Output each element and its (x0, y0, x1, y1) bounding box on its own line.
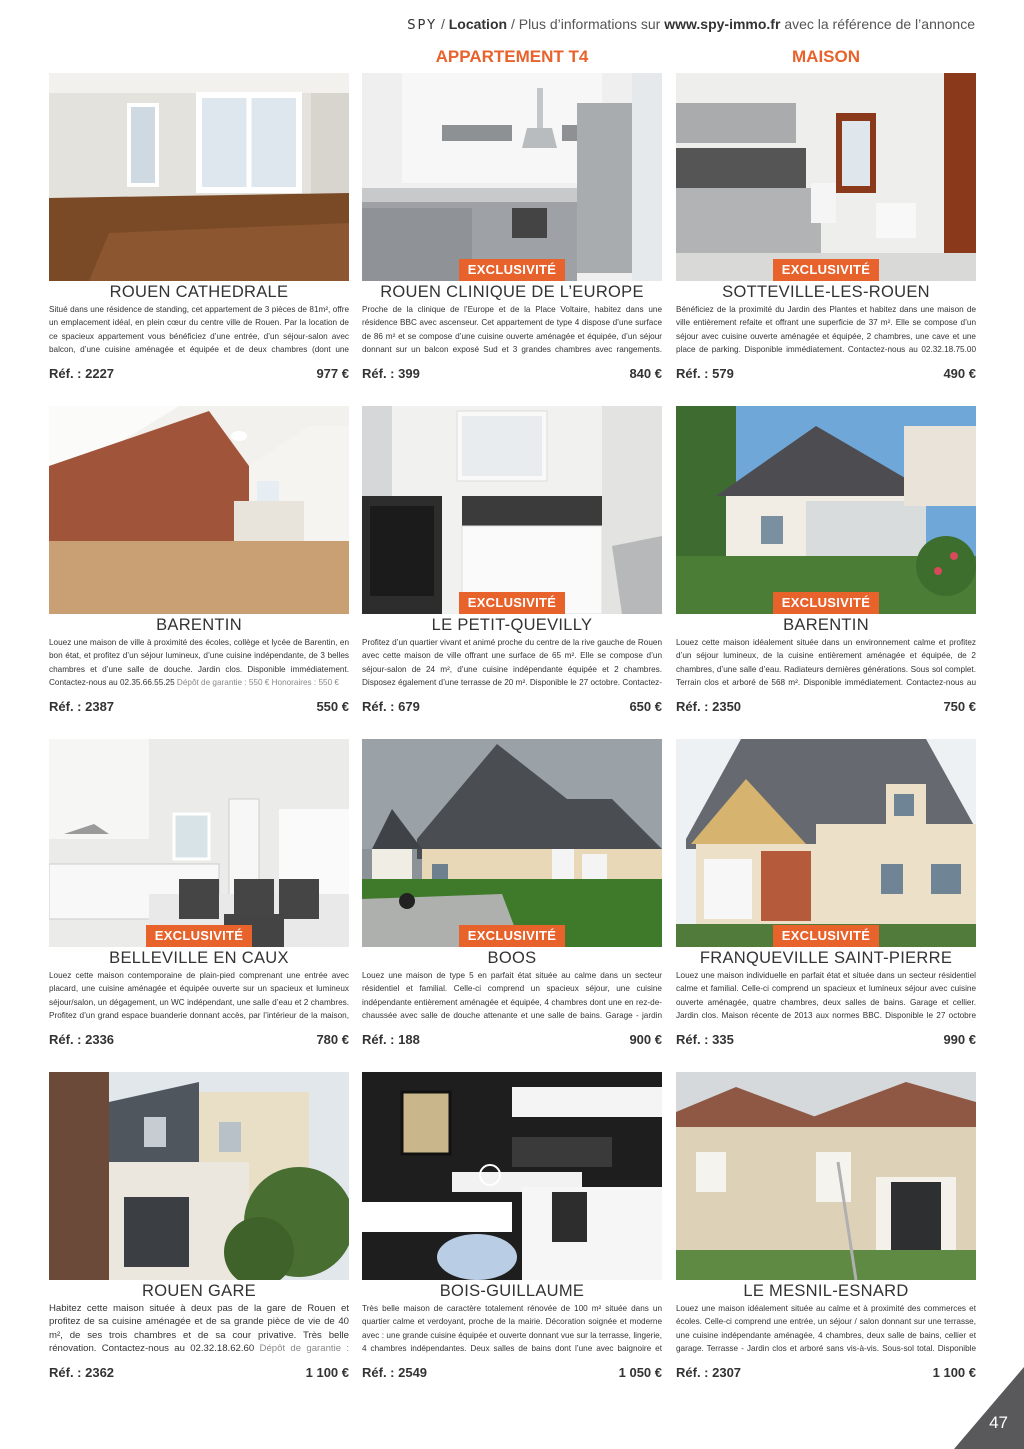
page-number: 47 (989, 1413, 1008, 1432)
info-suffix: avec la référence de l’annonce (784, 16, 975, 32)
listing-card[interactable] (676, 47, 976, 381)
exclusive-badge: EXCLUSIVITÉ (459, 592, 565, 614)
exclusive-badge: EXCLUSIVITÉ (773, 259, 879, 281)
listing-ref: Réf. : 2362 (49, 1365, 115, 1380)
listing-ref: Réf. : 579 (676, 366, 734, 381)
listing-description: Louez une maison de type 5 en parfait état située au calme dans un secteur résidentiel et familial. Celle-ci comprend un spacieux séjour, une cuisine indépendante entièrement aménagée et équipée, 4 chambres dont une en rez-de-chaussée avec salle de douche attenante et une salle de bains. Garage - jardin (362, 971, 662, 1021)
listing-description: Proche de la clinique de l’Europe et de la Place Voltaire, habitez dans une résidence BBC avec ascenseur. Cet appartement de type 4 dispose d’une surface de 86 m² et se compose d’une cuisine ouverte aménagée et équipée, d’un séjour donnant sur un balcon exposé Sud et 3 grandes chambres avec rangements. (362, 305, 662, 355)
exclusive-badge: EXCLUSIVITÉ (459, 925, 565, 947)
listing-description: Louez une maison individuelle en parfait état et située dans un secteur résidentiel calme et familial. Celle-ci comprend un spacieux et lumineux séjour avec cuisine ouverte aménagée, quatre chambres, deux salles de bains. Garage et cellier. Jardin clos. Maison récente de 2013 aux normes BBC. Disponible le 27 octobre (676, 971, 976, 1021)
listing-price: 780 € (316, 1032, 349, 1047)
listing-price: 550 € (316, 699, 349, 714)
section-title: Location (448, 16, 508, 32)
listing-card[interactable] (362, 47, 662, 381)
listing-card[interactable] (676, 1072, 976, 1380)
listing-description: Louez une maison de ville à proximité des écoles, collège et lycée de Barentin, en bon état, et profitez d’un séjour lumineux, d’une cuisine indépendante, de 3 belles chambres et d’une salle de douche. Jardin clos. Disponible immédiatement. Contactez-nous au 02.35.66.55.25 Dépôt de garantie : 550 € Honoraires : 550 € (49, 638, 349, 688)
listing-description: Profitez d’un quartier vivant et animé proche du centre de la rive gauche de Rouen avec cette maison de ville offrant une surface de 65 m². Elle se compose d’un séjour-salon de 24 m², d’une cuisine indépendante équipée et 2 chambres. Disposez également d’une terrasse de 20 m². Disponible le 27 octobre. Contactez- (362, 638, 662, 688)
listing-photo (362, 1072, 662, 1280)
listing-city: LE MESNIL-ESNARD (743, 1282, 909, 1300)
listing-photo (49, 739, 349, 947)
listing-ref: Réf. : 2350 (676, 699, 742, 714)
listing-ref: Réf. : 188 (362, 1032, 420, 1047)
listing-card[interactable] (49, 1072, 349, 1380)
exclusive-badge: EXCLUSIVITÉ (773, 925, 879, 947)
listing-ref: Réf. : 679 (362, 699, 420, 714)
listing-city: ROUEN CATHEDRALE (109, 283, 289, 301)
listing-ref: Réf. : 2549 (362, 1365, 428, 1380)
listing-city: BOOS (487, 949, 537, 967)
listing-price: 750 € (943, 699, 976, 714)
listing-photo (49, 406, 349, 614)
exclusive-badge: EXCLUSIVITÉ (146, 925, 252, 947)
exclusive-badge: EXCLUSIVITÉ (459, 259, 565, 281)
listing-photo (362, 406, 662, 614)
page-header: SPY / Location / Plus d’informations sur www.spy-immo.fr avec la référence de l’annonce (407, 16, 975, 33)
listing-city: FRANQUEVILLE SAINT-PIERRE (699, 949, 953, 967)
listing-ref: Réf. : 2387 (49, 699, 115, 714)
listing-price: 650 € (629, 699, 662, 714)
listing-city: BARENTIN (783, 616, 869, 634)
listing-type: MAISON (792, 47, 860, 66)
listing-card[interactable] (362, 406, 662, 714)
listing-card[interactable] (676, 406, 976, 714)
listing-photo (676, 1072, 976, 1280)
listing-fees: Dépôt de garantie : (259, 1343, 349, 1355)
listing-ref: Réf. : 335 (676, 1032, 734, 1047)
listing-city: ROUEN CLINIQUE DE L’EUROPE (380, 283, 644, 301)
listing-price: 990 € (943, 1032, 976, 1047)
listing-price: 840 € (629, 366, 662, 381)
listing-description: Bénéficiez de la proximité du Jardin des Plantes et habitez dans une maison de ville entièrement refaite et offrant une superficie de 37 m². Elle se compose d’un séjour avec cuisine ouverte aménagée et équipée, 2 chambres, une cave et une place de parking. Disponible immédiatement. Contactez-nous au 02.32.18.75.00 (676, 305, 976, 355)
listing-description: Louez cette maison idéalement située dans un environnement calme et profitez d’un séjour lumineux, de la cuisine entièrement aménagée et équipée, de 2 chambres, d’une salle d’eau. Radiateurs dernières générations. Sous sol complet. Terrain clos et arboré de 568 m². Disponible immédiatement. Contactez-nous au (676, 638, 976, 688)
listing-photo (676, 73, 976, 281)
listing-photo (49, 73, 349, 281)
exclusive-badge: EXCLUSIVITÉ (773, 592, 879, 614)
listing-card[interactable] (362, 1072, 662, 1380)
listing-description: Louez cette maison contemporaine de plain-pied comprenant une entrée avec placard, une cuisine aménagée et équipée ouverte sur un spacieux et lumineux séjour/salon, un dégagement, un WC indépendant, une salle d’eau et 2 chambres. Profitez d’un grand espace buanderie donnant accès, par l’intérieur de la maison, (49, 971, 349, 1021)
listing-city: ROUEN GARE (142, 1282, 256, 1300)
listing-price: 1 100 € (305, 1365, 349, 1380)
listing-photo (362, 73, 662, 281)
listing-price: 1 100 € (932, 1365, 976, 1380)
listing-description: Situé dans une résidence de standing, cet appartement de 3 pièces de 81m², offre un emplacement idéal, en plein cœur du centre ville de Rouen. Par la location de ce spacieux appartement vous bénéficiez d’une entrée, d’un séjour-salon avec balcon, d’une cuisine aménagée et équipée et de deux chambres (dont une (49, 305, 349, 355)
listing-ref: Réf. : 2307 (676, 1365, 742, 1380)
info-prefix: / Plus d’informations sur (510, 16, 661, 32)
listing-description: Louez une maison idéalement située au calme et à proximité des commerces et écoles. Celle-ci comprend une entrée, un séjour / salon donnant sur une terrasse, une cuisine indépendante aménagée, 4 chambres, deux salle de bains, cellier et garage. Terrasse - Jardin clos et arboré sans vis-à-vis. Sous-sol total. Disponible (676, 1304, 976, 1354)
listing-description: Habitez cette maison située à deux pas de la gare de Rouen et profitez de sa cuisine aménagée et de sa grande pièce de vie de 40 m², de ses trois chambres et de sa cour privative. Très belle rénovation. Contactez-nous au 02.32.18.62.60 Dépôt de garantie : (49, 1302, 349, 1356)
listing-photo (676, 406, 976, 614)
listing-photo (49, 1072, 349, 1280)
listing-type: APPARTEMENT T4 (435, 47, 589, 66)
listing-city: BOIS-GUILLAUME (439, 1282, 585, 1300)
listing-photo (362, 739, 662, 947)
listing-city: SOTTEVILLE-LES-ROUEN (722, 283, 930, 301)
listing-ref: Réf. : 2227 (49, 366, 115, 381)
listing-city: BELLEVILLE EN CAUX (109, 949, 289, 967)
listing-description: Très belle maison de caractère totalement rénovée de 100 m² située dans un quartier calme et verdoyant, proche de la mairie. Décoration soignée et moderne avec : une grande cuisine équipée et ouverte donnant vue sur la terrasse, lingerie, 4 chambres indépendantes. Deux salles de bains dont l’une avec baignoire et (362, 1304, 662, 1354)
listing-card[interactable] (362, 739, 662, 1047)
listing-price: 1 050 € (618, 1365, 662, 1380)
listing-price: 490 € (943, 366, 976, 381)
listing-price: 900 € (629, 1032, 662, 1047)
listing-card[interactable] (49, 73, 349, 381)
listing-ref: Réf. : 399 (362, 366, 420, 381)
listing-fees: Dépôt de garantie : 550 € Honoraires : 550 € (176, 678, 339, 688)
listing-photo (676, 739, 976, 947)
listing-ref: Réf. : 2336 (49, 1032, 115, 1047)
listing-card[interactable] (49, 406, 349, 714)
listing-city: BARENTIN (156, 616, 242, 634)
brand-logo: SPY (407, 18, 438, 33)
page-corner (954, 1367, 1024, 1449)
listing-card[interactable] (676, 739, 976, 1047)
listing-card[interactable] (49, 739, 349, 1047)
listing-price: 977 € (316, 366, 349, 381)
listing-city: LE PETIT-QUEVILLY (431, 616, 593, 634)
site-link[interactable]: www.spy-immo.fr (664, 16, 781, 32)
